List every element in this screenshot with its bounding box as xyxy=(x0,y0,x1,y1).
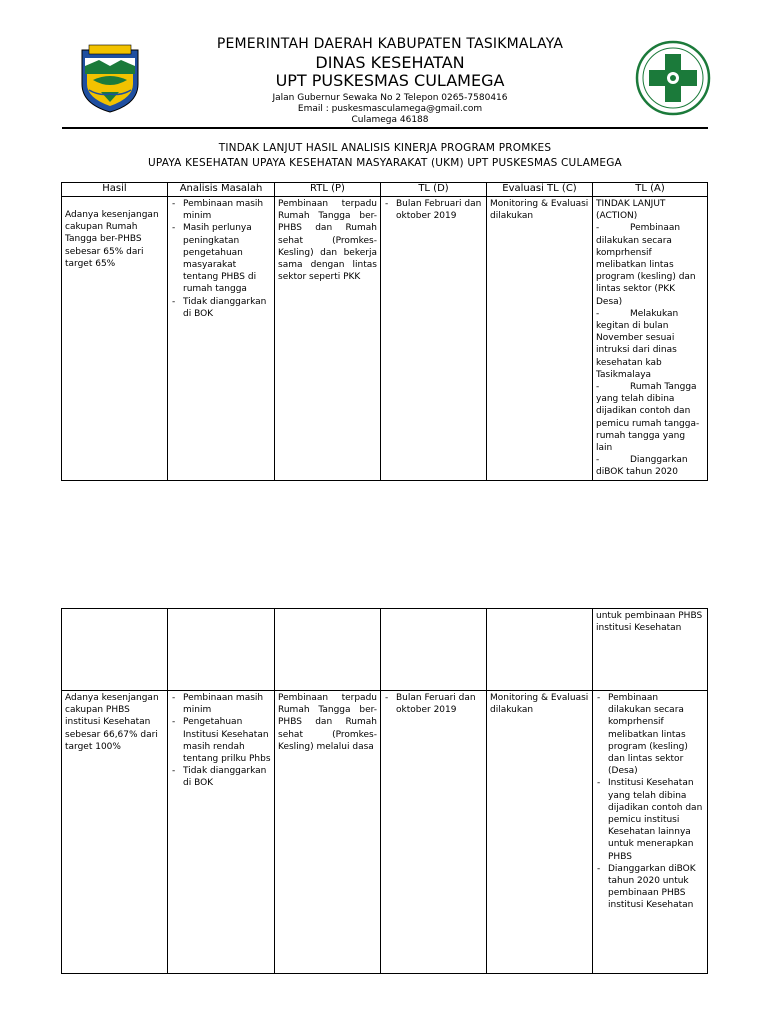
header-analisis-masalah: Analisis Masalah xyxy=(168,183,275,197)
analysis-table-part1 xyxy=(61,182,708,481)
table-row xyxy=(62,691,708,974)
kop-agency-line: DINAS KESEHATAN xyxy=(315,53,465,72)
letterhead-rule xyxy=(62,127,708,129)
table-row xyxy=(62,197,708,481)
cell-empty xyxy=(381,609,487,691)
regency-emblem-logo xyxy=(79,44,141,114)
list-item: - Pembinaan masih minim xyxy=(171,692,271,716)
list-item: - Pengetahuan Institusi Kesehatan masih rendah tentang prilku Phbs xyxy=(171,716,271,765)
cell-tl-a-continuation: untuk pembinaan PHBS institusi Kesehatan xyxy=(593,609,708,691)
table-header-row xyxy=(62,183,708,197)
table-row xyxy=(62,609,708,691)
list-item: - Pembinaan masih minim xyxy=(171,198,271,222)
list-item: - Dianggarkan diBOK tahun 2020 xyxy=(596,455,688,478)
list-item: - Tidak dianggarkan di BOK xyxy=(171,765,271,789)
document-title-line1: TINDAK LANJUT HASIL ANALISIS KINERJA PROGRAM PROMKES xyxy=(218,142,552,154)
kop-email: Email : puskesmasculamega@gmail.com xyxy=(297,104,483,114)
header-evaluasi: Evaluasi TL (C) xyxy=(487,183,593,197)
analysis-table-part2 xyxy=(61,608,708,974)
cell-empty xyxy=(487,609,593,691)
kop-government-line: PEMERINTAH DAERAH KABUPATEN TASIKMALAYA xyxy=(216,36,564,52)
cell-hasil: Adanya kesenjangan cakupan PHBS institusi Kesehatan sebesar 66,67% dari target 100% xyxy=(62,691,168,974)
kop-unit-line: UPT PUSKESMAS CULAMEGA xyxy=(275,71,505,90)
hasil-text: Adanya kesenjangan cakupan Rumah Tangga ber-PHBS sebesar 65% dari target 65% xyxy=(65,210,159,269)
list-item: - Institusi Kesehatan yang telah dibina dijadikan contoh dan pemicu institusi Kesehatan lainnya untuk menerapkan PHBS xyxy=(596,777,704,862)
list-item: - Tidak dianggarkan di BOK xyxy=(171,296,271,320)
cell-empty xyxy=(62,609,168,691)
list-item: - Pembinaan dilakukan secara komprhensif melibatkan lintas program (kesling) dan lintas sektor (Desa) xyxy=(596,692,704,777)
cell-evaluasi: Monitoring & Evaluasi dilakukan xyxy=(487,691,593,974)
health-office-logo xyxy=(635,40,711,116)
analisis-list xyxy=(171,198,271,320)
action-text: Pembinaan dilakukan secara komprhensif melibatkan lintas program (kesling) dan lintas sektor (PKK Desa) xyxy=(596,223,696,307)
header-hasil: Hasil xyxy=(62,183,168,197)
analisis-list xyxy=(171,692,271,790)
list-item: - Melakukan kegitan di bulan November sesuai intruksi dari dinas kesehatan kab Tasikmalaya xyxy=(596,308,679,380)
header-rtl: RTL (P) xyxy=(275,183,381,197)
tl-d-list xyxy=(384,692,483,716)
cell-tl-a xyxy=(593,197,708,481)
cell-rtl: Pembinaan terpadu Rumah Tangga ber-PHBS dan Rumah sehat (Promkes-Kesling) melalui dasa xyxy=(275,691,381,974)
cell-hasil xyxy=(62,197,168,481)
header-tl-d: TL (D) xyxy=(381,183,487,197)
tl-a-title: TINDAK LANJUT (ACTION) xyxy=(596,199,666,222)
action-text: Dianggarkan diBOK tahun 2020 xyxy=(596,455,688,478)
tl-a-list xyxy=(596,692,704,912)
cell-analisis xyxy=(168,691,275,974)
cell-tl-d xyxy=(381,691,487,974)
list-item: - Masih perlunya peningkatan pengetahuan masyarakat tentang PHBS di rumah tangga xyxy=(171,222,271,295)
cell-evaluasi: Monitoring & Evaluasi dilakukan xyxy=(487,197,593,481)
cell-tl-a xyxy=(593,691,708,974)
action-text: Rumah Tangga yang telah dibina dijadikan contoh dan pemicu rumah tangga-rumah tangga yang lain xyxy=(596,382,700,454)
cell-empty xyxy=(275,609,381,691)
tl-d-list xyxy=(384,198,483,222)
cell-rtl: Pembinaan terpadu Rumah Tangga ber-PHBS dan Rumah sehat (Promkes-Kesling) dan bekerja sama dengan lintas sektor seperti PKK xyxy=(275,197,381,481)
cell-tl-d xyxy=(381,197,487,481)
kop-city: Culamega 46188 xyxy=(351,115,429,125)
document-title-line2: UPAYA KESEHATAN UPAYA KESEHATAN MASYARAKAT (UKM) UPT PUSKESMAS CULAMEGA xyxy=(148,157,622,169)
header-tl-a: TL (A) xyxy=(593,183,708,197)
list-item: - Pembinaan dilakukan secara komprhensif melibatkan lintas program (kesling) dan lintas sektor (PKK Desa) xyxy=(596,223,696,307)
list-item: - Rumah Tangga yang telah dibina dijadikan contoh dan pemicu rumah tangga-rumah tangga yang lain xyxy=(596,382,700,454)
action-text: Melakukan kegitan di bulan November sesuai intruksi dari dinas kesehatan kab Tasikmalaya xyxy=(596,308,679,380)
cell-analisis xyxy=(168,197,275,481)
cell-empty xyxy=(168,609,275,691)
list-item: - Dianggarkan diBOK tahun 2020 untuk pembinaan PHBS institusi Kesehatan xyxy=(596,863,704,912)
list-item: - Bulan Feruari dan oktober 2019 xyxy=(384,692,483,716)
list-item: - Bulan Februari dan oktober 2019 xyxy=(384,198,483,222)
kop-address: Jalan Gubernur Sewaka No 2 Telepon 0265-7580416 xyxy=(272,93,508,103)
